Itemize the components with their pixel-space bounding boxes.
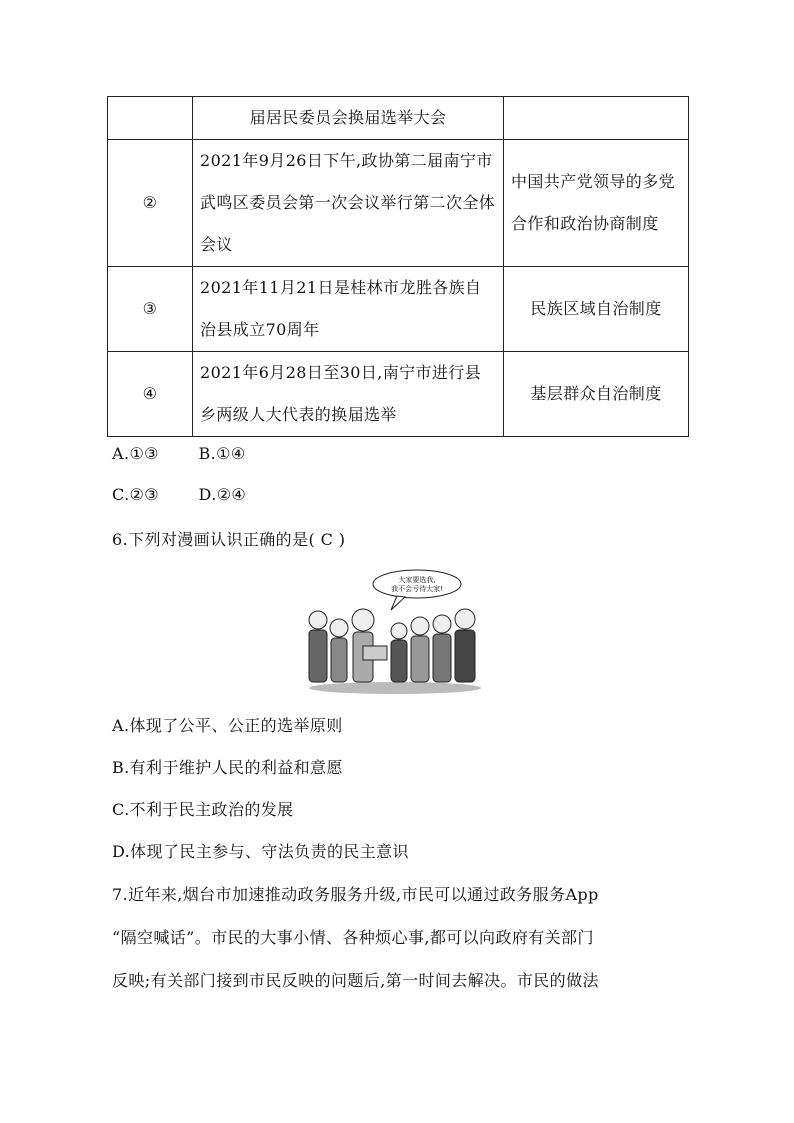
q5-option-a[interactable]: A.①③: [112, 444, 159, 463]
system-cell: 中国共产党领导的多党合作和政治协商制度: [504, 140, 689, 267]
table-row: [108, 352, 689, 437]
event-cell: 届居民委员会换届选举大会: [193, 97, 504, 140]
system-table: [107, 96, 689, 437]
table-row: [108, 267, 689, 352]
row-number: ③: [108, 267, 193, 352]
q7-line-1: 7.近年来,烟台市加速推动政务服务升级,市民可以通过政务服务App: [112, 885, 599, 904]
row-number: ④: [108, 352, 193, 437]
event-cell: 2021年6月28日至30日,南宁市进行县乡两级人大代表的换届选举: [193, 352, 504, 437]
q7-line-3: 反映;有关部门接到市民反映的问题后,第一时间去解决。市民的做法: [112, 971, 599, 990]
q5-option-b[interactable]: B.①④: [198, 444, 246, 463]
q5-options-row2: [112, 485, 246, 504]
q5-option-d[interactable]: D.②④: [198, 485, 247, 504]
q7-line-2: “隔空喊话”。市民的大事小情、各种烦心事,都可以向政府有关部门: [112, 928, 594, 947]
q6-option-a[interactable]: A.体现了公平、公正的选举原则: [112, 716, 343, 735]
q5-option-c[interactable]: C.②③: [112, 485, 160, 504]
q5-options-row1: [112, 444, 246, 463]
q6-stem: 6.下列对漫画认识正确的是( C ): [112, 530, 346, 549]
row-number: ②: [108, 140, 193, 267]
bubble-text-2: 我不会亏待大家!: [391, 585, 443, 593]
bubble-text-1: 大家要选我,: [398, 576, 436, 584]
system-cell: 基层群众自治制度: [504, 352, 689, 437]
system-cell: [504, 97, 689, 140]
q6-option-d[interactable]: D.体现了民主参与、守法负责的民主意识: [112, 842, 409, 861]
q6-option-b[interactable]: B.有利于维护人民的利益和意愿: [112, 758, 343, 777]
election-cartoon: [305, 568, 487, 696]
table-row: [108, 140, 689, 267]
table-row: [108, 97, 689, 140]
q6-option-c[interactable]: C.不利于民主政治的发展: [112, 800, 294, 819]
system-cell: 民族区域自治制度: [504, 267, 689, 352]
event-cell: 2021年11月21日是桂林市龙胜各族自治县成立70周年: [193, 267, 504, 352]
row-number: [108, 97, 193, 140]
event-cell: 2021年9月26日下午,政协第二届南宁市武鸣区委员会第一次会议举行第二次全体会议: [193, 140, 504, 267]
